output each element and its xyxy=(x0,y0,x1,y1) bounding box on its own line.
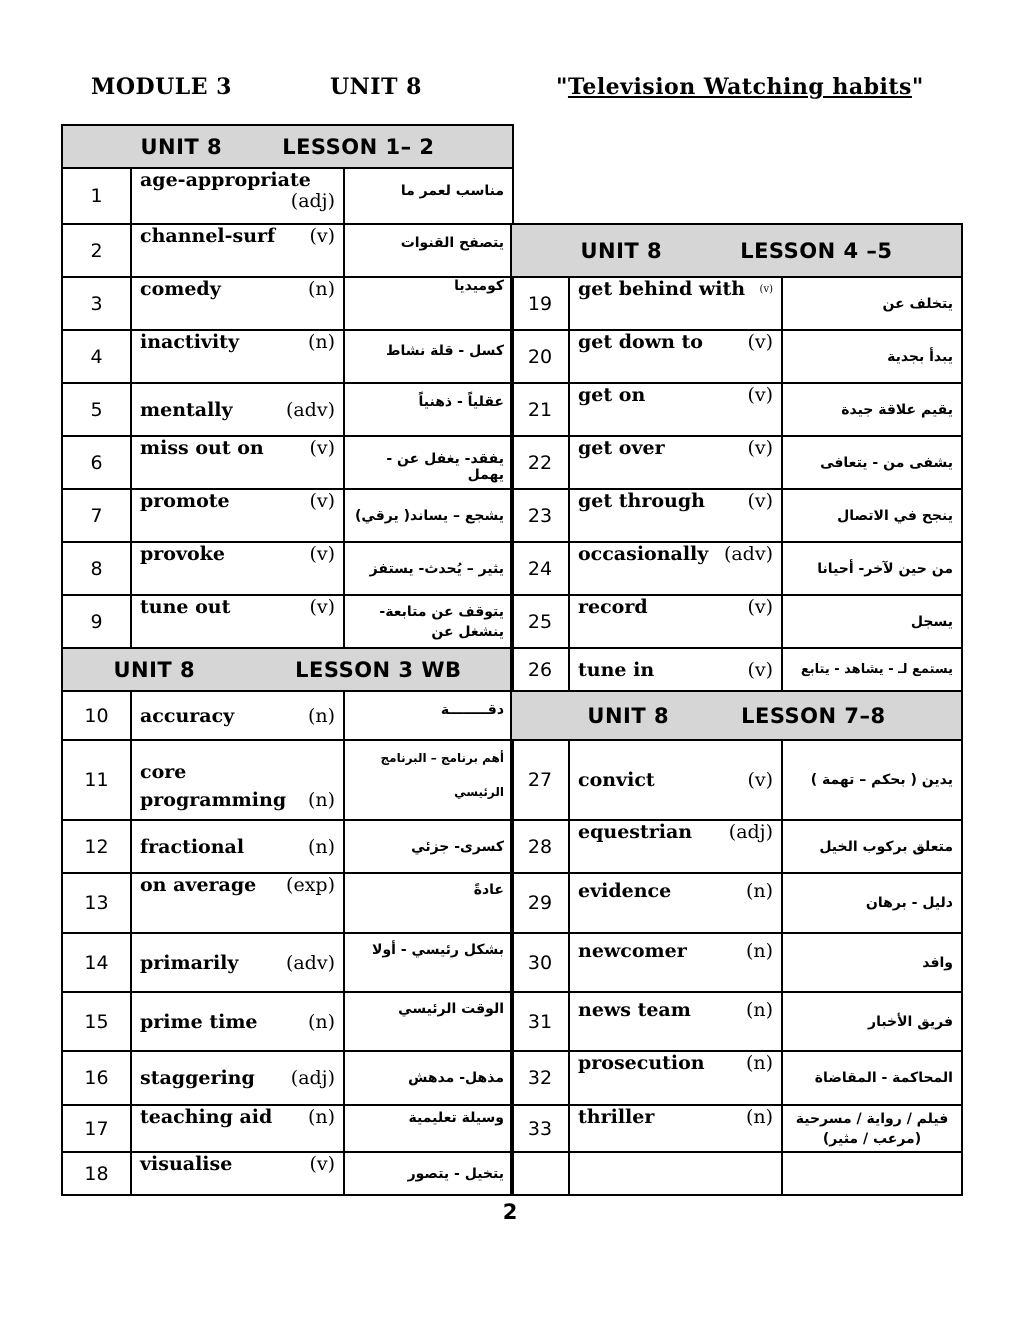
title-text: Television Watching habits xyxy=(567,74,912,100)
row-number: 18 xyxy=(62,1152,131,1195)
table-row xyxy=(511,595,962,648)
vocab-word: visualise xyxy=(140,1153,233,1175)
row-number: 20 xyxy=(511,330,569,383)
vocab-word: get through xyxy=(578,490,705,512)
vocab-word: primarily xyxy=(140,951,239,974)
vocab-word-cell xyxy=(131,168,344,224)
vocab-word-cell xyxy=(131,277,344,330)
arabic-meaning: يسجل xyxy=(782,595,962,648)
table-row xyxy=(62,740,513,820)
row-number: 31 xyxy=(511,992,569,1051)
unit-label: UNIT 8 xyxy=(330,74,422,100)
part-of-speech: (n) xyxy=(745,1052,773,1074)
table-row xyxy=(511,992,962,1051)
vocab-word: get on xyxy=(578,384,646,406)
part-of-speech: (exp) xyxy=(286,874,335,896)
arabic-meaning: يفقد- يغفل عن - يهمل xyxy=(344,436,513,489)
row-number: 11 xyxy=(62,740,131,820)
row-number: 6 xyxy=(62,436,131,489)
arabic-meaning: الوقت الرئيسي xyxy=(344,992,513,1051)
left-vocab-table xyxy=(61,124,514,1196)
title-open-quote: " xyxy=(556,74,568,100)
vocab-word: get down to xyxy=(578,331,703,353)
vocab-word: staggering xyxy=(140,1067,255,1089)
arabic-meaning: عقلياً - ذهنياً xyxy=(344,383,513,436)
row-number: 30 xyxy=(511,933,569,992)
arabic-meaning: يتوقف عن متابعة- ينشغل عن xyxy=(344,595,513,648)
table-row xyxy=(511,873,962,933)
part-of-speech: (v) xyxy=(309,596,335,618)
vocab-word-cell xyxy=(569,277,782,330)
vocab-word: age-appropriate xyxy=(140,169,311,191)
part-of-speech: (v) xyxy=(747,769,773,791)
row-number: 21 xyxy=(511,383,569,436)
band-unit: UNIT 8 xyxy=(587,703,670,728)
part-of-speech: (n) xyxy=(307,704,335,727)
empty-cell xyxy=(511,1152,569,1195)
arabic-meaning: كسل - قلة نشاط xyxy=(344,330,513,383)
band-lesson: LESSON 7–8 xyxy=(741,703,886,728)
vocab-word: tune out xyxy=(140,596,231,618)
vocab-word-cell xyxy=(131,933,344,992)
vocab-word: on average xyxy=(140,874,257,896)
table-row xyxy=(511,1105,962,1152)
vocab-word: news team xyxy=(578,999,691,1021)
row-number: 15 xyxy=(62,992,131,1051)
vocab-word: promote xyxy=(140,490,230,512)
vocab-word: accuracy xyxy=(140,704,235,727)
table-row xyxy=(62,595,513,648)
part-of-speech: (n) xyxy=(745,1106,773,1128)
vocab-word-cell xyxy=(131,542,344,595)
row-number: 27 xyxy=(511,740,569,820)
title-close-quote: " xyxy=(911,74,924,100)
table-row-empty xyxy=(511,1152,962,1195)
table-row xyxy=(511,933,962,992)
arabic-meaning: يثير – يُحدث- يستفز xyxy=(344,542,513,595)
vocab-word: newcomer xyxy=(578,940,687,962)
vocab-word-cell xyxy=(131,1051,344,1105)
arabic-meaning: المحاكمة - المقاضاة xyxy=(782,1051,962,1105)
arabic-meaning: يقيم علاقة جيدة xyxy=(782,383,962,436)
vocab-word: equestrian xyxy=(578,821,693,843)
row-number: 3 xyxy=(62,277,131,330)
vocab-word-cell xyxy=(131,740,344,820)
part-of-speech: (n) xyxy=(307,331,335,353)
arabic-meaning: متعلق بركوب الخيل xyxy=(782,820,962,873)
page-number: 2 xyxy=(502,1200,518,1224)
row-number: 9 xyxy=(62,595,131,648)
vocab-word-cell xyxy=(569,1051,782,1105)
band-lesson: LESSON 3 WB xyxy=(295,657,462,682)
row-number: 8 xyxy=(62,542,131,595)
band-lesson-4-5 xyxy=(511,224,962,277)
part-of-speech: (n) xyxy=(745,999,773,1021)
part-of-speech: (v) xyxy=(747,490,773,512)
vocab-word-cell xyxy=(569,933,782,992)
module-label: MODULE 3 xyxy=(91,74,232,100)
band-lesson: LESSON 1– 2 xyxy=(282,134,435,159)
table-row xyxy=(62,383,513,436)
row-number: 10 xyxy=(62,691,131,740)
vocab-word-cell xyxy=(569,542,782,595)
part-of-speech: (n) xyxy=(307,835,335,858)
band-lesson-7-8 xyxy=(511,691,962,740)
vocab-word: core programming xyxy=(140,761,287,811)
arabic-meaning: دقــــــــة xyxy=(344,691,513,740)
band-unit: UNIT 8 xyxy=(580,238,663,263)
part-of-speech: (adv) xyxy=(285,398,335,421)
vocab-word: tune in xyxy=(578,658,655,681)
table-row xyxy=(62,873,513,933)
band-unit: UNIT 8 xyxy=(113,657,196,682)
vocab-word-cell xyxy=(131,436,344,489)
arabic-meaning: مذهل- مدهش xyxy=(344,1051,513,1105)
table-row xyxy=(62,542,513,595)
table-row xyxy=(62,224,513,277)
row-number: 13 xyxy=(62,873,131,933)
vocab-word: miss out on xyxy=(140,437,264,459)
part-of-speech: (n) xyxy=(745,940,773,962)
row-number: 22 xyxy=(511,436,569,489)
table-row xyxy=(511,383,962,436)
band-lesson-3-wb xyxy=(62,648,513,691)
arabic-meaning: يشجع – يساند( يرقي) xyxy=(344,489,513,542)
vocab-word-cell xyxy=(131,992,344,1051)
part-of-speech: (v) xyxy=(747,384,773,406)
vocab-word-cell xyxy=(569,992,782,1051)
part-of-speech: (v) xyxy=(747,437,773,459)
row-number: 24 xyxy=(511,542,569,595)
table-row xyxy=(62,992,513,1051)
right-vocab-table xyxy=(510,223,963,1196)
vocab-word-cell xyxy=(131,873,344,933)
table-row xyxy=(62,330,513,383)
table-row xyxy=(62,933,513,992)
part-of-speech: (v) xyxy=(747,331,773,353)
arabic-meaning: دليل - برهان xyxy=(782,873,962,933)
arabic-meaning: فيلم / رواية / مسرحية (مرعب / مثير) xyxy=(782,1105,962,1152)
row-number: 25 xyxy=(511,595,569,648)
band-lesson: LESSON 4 –5 xyxy=(740,238,893,263)
table-row xyxy=(511,542,962,595)
vocab-word-cell xyxy=(131,330,344,383)
vocab-word: provoke xyxy=(140,543,225,565)
vocab-word: fractional xyxy=(140,835,245,858)
vocab-word-cell xyxy=(131,691,344,740)
arabic-meaning: يستمع لـ - يشاهد - يتابع xyxy=(782,648,962,691)
vocab-word-cell xyxy=(131,224,344,277)
vocab-word-cell xyxy=(569,595,782,648)
row-number: 26 xyxy=(511,648,569,691)
arabic-meaning: أهم برنامج – البرنامج الرئيسي xyxy=(344,740,513,820)
part-of-speech: (n) xyxy=(307,789,335,811)
table-row xyxy=(62,1105,513,1152)
vocab-word-cell xyxy=(131,383,344,436)
part-of-speech: (adv) xyxy=(285,951,335,974)
table-row xyxy=(511,436,962,489)
table-row xyxy=(511,820,962,873)
row-number: 5 xyxy=(62,383,131,436)
table-row xyxy=(511,1051,962,1105)
row-number: 7 xyxy=(62,489,131,542)
row-number: 1 xyxy=(62,168,131,224)
arabic-meaning: ينجح في الاتصال xyxy=(782,489,962,542)
table-row xyxy=(62,436,513,489)
arabic-meaning: يدين ( بحكم – تهمة ) xyxy=(782,740,962,820)
arabic-meaning: عادةً xyxy=(344,873,513,933)
vocab-word: record xyxy=(578,596,648,618)
part-of-speech: (v) xyxy=(309,437,335,459)
table-row xyxy=(62,168,513,224)
part-of-speech: (n) xyxy=(745,880,773,902)
vocab-word: convict xyxy=(578,769,655,791)
part-of-speech: (adj) xyxy=(728,821,773,843)
table-row xyxy=(511,648,962,691)
table-row xyxy=(62,1051,513,1105)
table-row xyxy=(62,820,513,873)
vocab-word-cell xyxy=(569,820,782,873)
part-of-speech: (v) xyxy=(747,596,773,618)
row-number: 2 xyxy=(62,224,131,277)
arabic-meaning: مناسب لعمر ما xyxy=(344,168,513,224)
vocab-word: thriller xyxy=(578,1106,655,1128)
vocab-word: evidence xyxy=(578,880,672,902)
part-of-speech: (n) xyxy=(307,1106,335,1128)
vocab-word: prime time xyxy=(140,1010,258,1033)
arabic-meaning: يبدأ بجدية xyxy=(782,330,962,383)
empty-cell xyxy=(782,1152,962,1195)
vocab-word: inactivity xyxy=(140,331,239,353)
empty-cell xyxy=(569,1152,782,1195)
row-number: 32 xyxy=(511,1051,569,1105)
row-number: 23 xyxy=(511,489,569,542)
row-number: 33 xyxy=(511,1105,569,1152)
vocab-word: channel-surf xyxy=(140,225,276,247)
vocab-word-cell xyxy=(569,740,782,820)
part-of-speech: (n) xyxy=(307,1010,335,1033)
row-number: 17 xyxy=(62,1105,131,1152)
arabic-meaning: من حين لآخر- أحيانا xyxy=(782,542,962,595)
part-of-speech: (adj) xyxy=(290,1067,335,1089)
arabic-meaning: يشفى من - يتعافى xyxy=(782,436,962,489)
vocab-word-cell xyxy=(131,489,344,542)
arabic-meaning: يتصفح القنوات xyxy=(344,224,513,277)
vocab-word: mentally xyxy=(140,398,233,421)
row-number: 14 xyxy=(62,933,131,992)
part-of-speech: (n) xyxy=(307,278,335,300)
arabic-meaning: كوميديا xyxy=(344,277,513,330)
vocab-word-cell xyxy=(131,1105,344,1152)
row-number: 28 xyxy=(511,820,569,873)
vocab-word-cell xyxy=(131,595,344,648)
arabic-meaning: وافد xyxy=(782,933,962,992)
table-row xyxy=(511,330,962,383)
vocab-word-cell xyxy=(569,489,782,542)
vocab-word-cell xyxy=(569,436,782,489)
vocab-word: teaching aid xyxy=(140,1106,273,1128)
part-of-speech: (v) xyxy=(309,490,335,512)
part-of-speech: (v) xyxy=(759,283,773,295)
table-row xyxy=(511,277,962,330)
part-of-speech: (v) xyxy=(309,225,335,247)
part-of-speech: (adv) xyxy=(723,543,773,565)
part-of-speech: (v) xyxy=(747,658,773,681)
row-number: 4 xyxy=(62,330,131,383)
row-number: 16 xyxy=(62,1051,131,1105)
row-number: 12 xyxy=(62,820,131,873)
table-row xyxy=(511,489,962,542)
table-row xyxy=(62,691,513,740)
band-lesson-1-2 xyxy=(62,125,513,168)
vocab-word-cell xyxy=(569,1105,782,1152)
vocab-word-cell xyxy=(569,648,782,691)
vocab-word: comedy xyxy=(140,278,221,300)
part-of-speech: (v) xyxy=(309,1153,335,1175)
part-of-speech: (adj) xyxy=(290,190,335,212)
table-row xyxy=(511,740,962,820)
arabic-meaning: كسرى- جزئي xyxy=(344,820,513,873)
vocab-word-cell xyxy=(131,1152,344,1195)
vocab-word-cell xyxy=(569,383,782,436)
vocab-word: get over xyxy=(578,437,665,459)
arabic-meaning: فريق الأخبار xyxy=(782,992,962,1051)
part-of-speech: (v) xyxy=(309,543,335,565)
band-unit: UNIT 8 xyxy=(140,134,223,159)
arabic-meaning: بشكل رئيسي - أولا xyxy=(344,933,513,992)
vocab-word: occasionally xyxy=(578,543,709,565)
table-row xyxy=(62,489,513,542)
vocab-word-cell xyxy=(569,330,782,383)
arabic-meaning: يتخلف عن xyxy=(782,277,962,330)
arabic-meaning: وسيلة تعليمية xyxy=(344,1105,513,1152)
row-number: 19 xyxy=(511,277,569,330)
vocab-word: prosecution xyxy=(578,1052,705,1074)
row-number: 29 xyxy=(511,873,569,933)
table-row xyxy=(62,1152,513,1195)
table-row xyxy=(62,277,513,330)
vocab-word-cell xyxy=(131,820,344,873)
arabic-meaning: يتخيل - يتصور xyxy=(344,1152,513,1195)
vocab-word-cell xyxy=(569,873,782,933)
vocab-word: get behind with xyxy=(578,278,746,300)
page-title xyxy=(556,74,924,100)
